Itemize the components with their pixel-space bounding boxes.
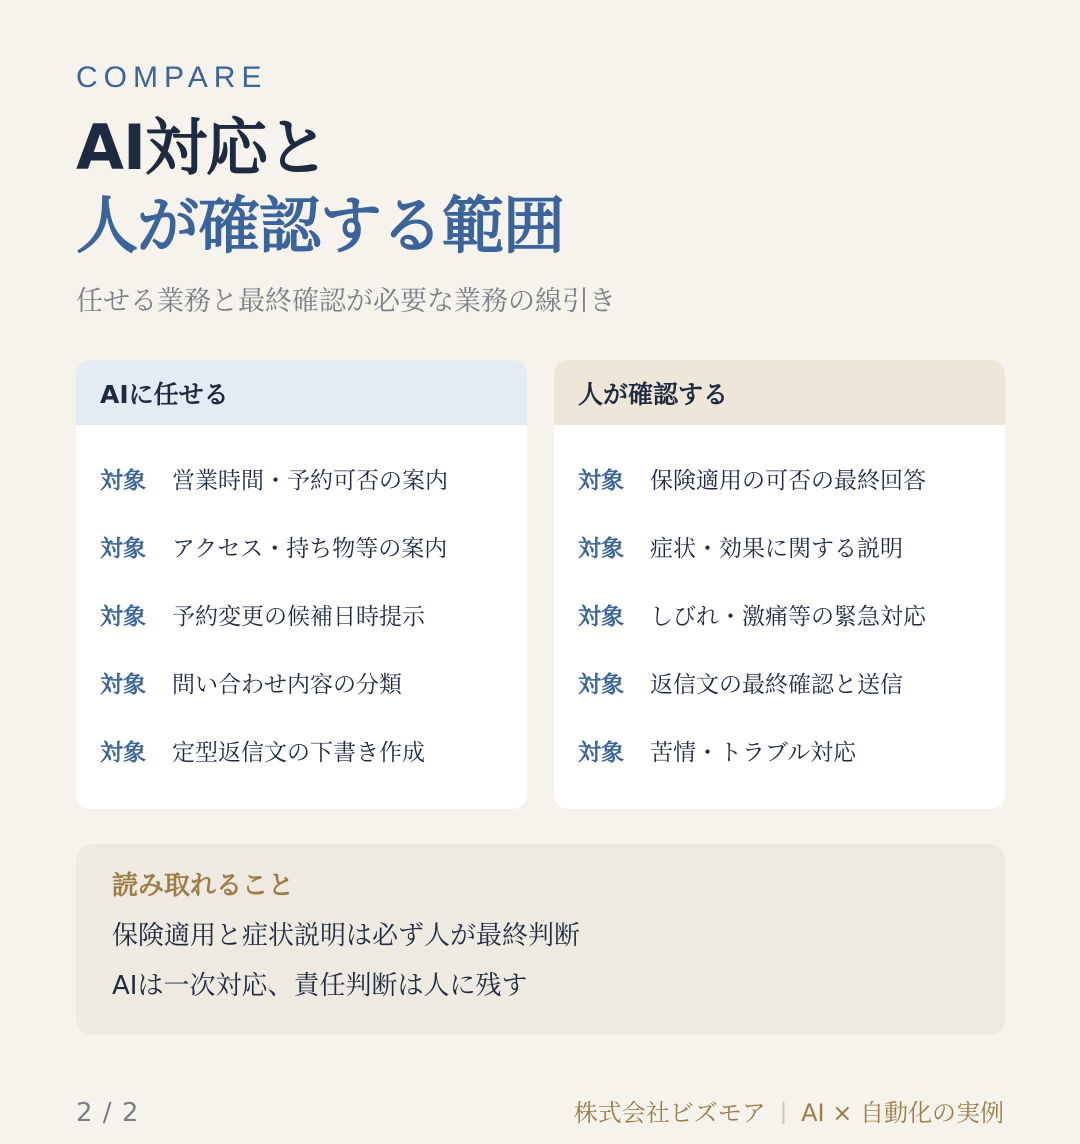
item-tag: 対象 (100, 671, 146, 698)
list-item (554, 443, 1005, 513)
item-tag: 対象 (578, 467, 624, 494)
footer-brand (574, 1096, 1004, 1130)
card-heading: AIに任せる (76, 360, 527, 425)
list-item (554, 647, 1005, 717)
card-ai-tasks (76, 360, 527, 809)
item-list (76, 425, 527, 785)
item-text: 症状・効果に関する説明 (650, 535, 903, 562)
title-line-2: 人が確認する範囲 (76, 189, 565, 262)
item-text: アクセス・持ち物等の案内 (172, 535, 448, 562)
list-item (554, 579, 1005, 649)
list-item (76, 511, 527, 581)
list-item (76, 647, 527, 717)
list-item (76, 443, 527, 513)
page-indicator: 2 / 2 (76, 1098, 140, 1128)
list-item (76, 579, 527, 649)
card-human-tasks (554, 360, 1005, 809)
item-tag: 対象 (578, 671, 624, 698)
list-item (554, 511, 1005, 581)
takeaway-line: 保険適用と症状説明は必ず人が最終判断 (112, 921, 581, 951)
takeaway-line: AIは一次対応、責任判断は人に残す (112, 971, 528, 1001)
title-line-1: AI対応と (76, 111, 329, 184)
series-name: AI × 自動化の実例 (801, 1099, 1004, 1127)
item-text: 予約変更の候補日時提示 (172, 603, 425, 630)
eyebrow-label: COMPARE (76, 61, 268, 94)
item-tag: 対象 (100, 739, 146, 766)
item-tag: 対象 (100, 603, 146, 630)
item-tag: 対象 (578, 535, 624, 562)
item-tag: 対象 (578, 739, 624, 766)
item-text: 返信文の最終確認と送信 (650, 671, 903, 698)
page-title (76, 110, 564, 264)
item-text: しびれ・激痛等の緊急対応 (650, 603, 926, 630)
item-text: 苦情・トラブル対応 (650, 739, 857, 766)
item-tag: 対象 (100, 467, 146, 494)
list-item (76, 715, 527, 785)
company-name: 株式会社ビズモア (573, 1099, 766, 1127)
card-heading: 人が確認する (554, 360, 1005, 425)
item-text: 営業時間・予約可否の案内 (172, 467, 448, 494)
footer-separator: | (779, 1100, 788, 1125)
takeaway-box (76, 844, 1005, 1035)
item-text: 保険適用の可否の最終回答 (650, 467, 926, 494)
subtitle: 任せる業務と最終確認が必要な業務の線引き (76, 286, 616, 317)
item-list (554, 425, 1005, 785)
item-tag: 対象 (578, 603, 624, 630)
takeaway-title: 読み取れること (112, 871, 295, 901)
item-text: 問い合わせ内容の分類 (172, 671, 402, 698)
item-tag: 対象 (100, 535, 146, 562)
item-text: 定型返信文の下書き作成 (172, 739, 425, 766)
list-item (554, 715, 1005, 785)
